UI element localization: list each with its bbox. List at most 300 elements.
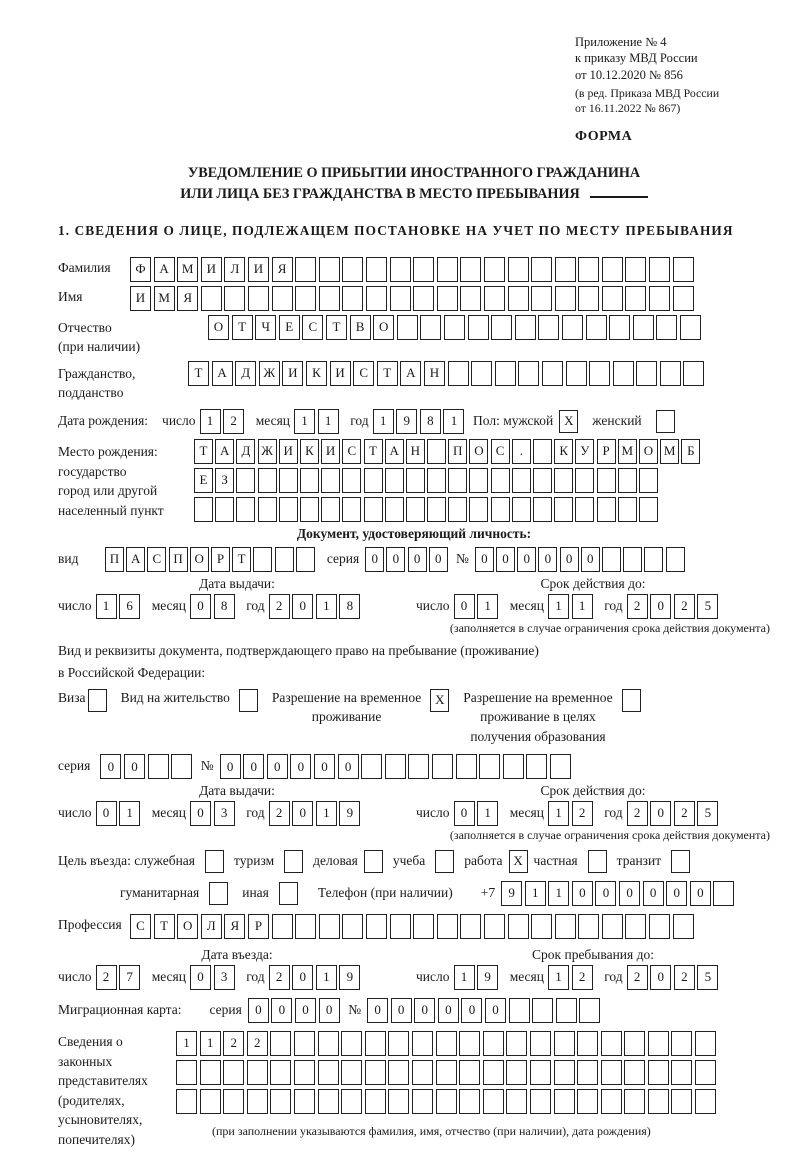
char-box[interactable] — [295, 286, 316, 311]
char-box[interactable]: 1 — [96, 594, 117, 619]
char-box[interactable] — [397, 315, 418, 340]
char-box[interactable]: Ж — [258, 439, 277, 464]
char-box[interactable]: 0 — [338, 754, 359, 779]
char-box[interactable] — [366, 286, 387, 311]
char-box[interactable] — [420, 315, 441, 340]
char-box[interactable] — [319, 914, 340, 939]
char-box[interactable]: 2 — [627, 594, 648, 619]
char-box[interactable]: Е — [194, 468, 213, 493]
char-box[interactable] — [448, 497, 467, 522]
char-box[interactable] — [471, 361, 492, 386]
char-box[interactable]: Т — [326, 315, 347, 340]
char-box[interactable] — [459, 1060, 480, 1085]
char-box[interactable]: О — [373, 315, 394, 340]
char-box[interactable] — [613, 361, 634, 386]
char-box[interactable] — [483, 1031, 504, 1056]
char-box[interactable]: Л — [201, 914, 222, 939]
char-box[interactable] — [566, 361, 587, 386]
char-box[interactable]: А — [215, 439, 234, 464]
char-box[interactable] — [432, 754, 453, 779]
char-box[interactable] — [275, 547, 294, 572]
char-box[interactable] — [270, 1089, 291, 1114]
char-box[interactable] — [460, 286, 481, 311]
char-box[interactable] — [625, 914, 646, 939]
char-box[interactable]: 1 — [373, 409, 394, 434]
char-box[interactable] — [625, 286, 646, 311]
char-box[interactable] — [361, 754, 382, 779]
char-box[interactable]: 1 — [443, 409, 464, 434]
char-box[interactable]: 9 — [339, 801, 360, 826]
char-box[interactable]: 0 — [295, 998, 316, 1023]
char-box[interactable] — [666, 547, 685, 572]
char-box[interactable]: И — [130, 286, 151, 311]
char-box[interactable]: 8 — [214, 594, 235, 619]
char-box[interactable] — [448, 361, 469, 386]
char-box[interactable]: 1 — [548, 881, 569, 906]
char-box[interactable] — [542, 361, 563, 386]
char-box[interactable]: 0 — [429, 547, 448, 572]
char-box[interactable] — [171, 754, 192, 779]
char-box[interactable] — [321, 497, 340, 522]
char-box[interactable]: 0 — [271, 998, 292, 1023]
char-box[interactable] — [294, 1089, 315, 1114]
char-box[interactable]: Т — [232, 547, 251, 572]
char-box[interactable] — [554, 1031, 575, 1056]
char-box[interactable]: 0 — [643, 881, 664, 906]
char-box[interactable]: 2 — [674, 965, 695, 990]
char-box[interactable]: 0 — [572, 881, 593, 906]
char-box[interactable] — [385, 754, 406, 779]
char-box[interactable]: 1 — [548, 801, 569, 826]
char-box[interactable] — [602, 286, 623, 311]
char-box[interactable] — [390, 914, 411, 939]
char-box[interactable]: 0 — [538, 547, 557, 572]
char-box[interactable]: 1 — [318, 409, 339, 434]
char-box[interactable] — [448, 468, 467, 493]
char-box[interactable] — [579, 998, 600, 1023]
char-box[interactable] — [296, 547, 315, 572]
char-box[interactable]: Я — [224, 914, 245, 939]
char-box[interactable] — [639, 497, 658, 522]
char-box[interactable]: М — [177, 257, 198, 282]
char-box[interactable] — [224, 286, 245, 311]
char-box[interactable] — [515, 315, 536, 340]
char-box[interactable]: 0 — [367, 998, 388, 1023]
char-box[interactable]: 8 — [339, 594, 360, 619]
char-box[interactable]: 0 — [650, 801, 671, 826]
char-box[interactable] — [586, 315, 607, 340]
char-box[interactable]: 1 — [548, 594, 569, 619]
char-box[interactable] — [673, 257, 694, 282]
char-box[interactable] — [531, 257, 552, 282]
char-box[interactable] — [436, 1031, 457, 1056]
char-box[interactable] — [318, 1060, 339, 1085]
char-box[interactable]: Р — [597, 439, 616, 464]
char-box[interactable]: 0 — [438, 998, 459, 1023]
char-box[interactable] — [201, 286, 222, 311]
char-box[interactable]: 2 — [674, 801, 695, 826]
char-box[interactable]: Д — [236, 439, 255, 464]
char-box[interactable] — [644, 547, 663, 572]
char-box[interactable] — [533, 497, 552, 522]
char-box[interactable] — [555, 914, 576, 939]
char-box[interactable] — [364, 497, 383, 522]
char-box[interactable]: 0 — [666, 881, 687, 906]
char-box[interactable] — [683, 361, 704, 386]
char-box[interactable]: 0 — [517, 547, 536, 572]
char-box[interactable] — [272, 286, 293, 311]
purpose-official-checkbox[interactable] — [205, 850, 224, 873]
char-box[interactable] — [388, 1060, 409, 1085]
char-box[interactable] — [577, 1089, 598, 1114]
char-box[interactable]: 0 — [248, 998, 269, 1023]
char-box[interactable]: И — [282, 361, 303, 386]
char-box[interactable]: С — [302, 315, 323, 340]
char-box[interactable]: 1 — [316, 801, 337, 826]
char-box[interactable] — [671, 1060, 692, 1085]
char-box[interactable]: 5 — [697, 594, 718, 619]
char-box[interactable]: 9 — [477, 965, 498, 990]
char-box[interactable] — [279, 468, 298, 493]
char-box[interactable]: К — [554, 439, 573, 464]
char-box[interactable]: А — [385, 439, 404, 464]
char-box[interactable]: С — [147, 547, 166, 572]
char-box[interactable] — [253, 547, 272, 572]
char-box[interactable]: 0 — [267, 754, 288, 779]
char-box[interactable]: 0 — [595, 881, 616, 906]
char-box[interactable]: М — [154, 286, 175, 311]
char-box[interactable] — [321, 468, 340, 493]
char-box[interactable] — [575, 497, 594, 522]
char-box[interactable]: Н — [406, 439, 425, 464]
char-box[interactable] — [223, 1089, 244, 1114]
char-box[interactable] — [258, 468, 277, 493]
char-box[interactable]: К — [300, 439, 319, 464]
visa-checkbox[interactable] — [88, 689, 107, 712]
char-box[interactable] — [609, 315, 630, 340]
char-box[interactable] — [412, 1089, 433, 1114]
char-box[interactable] — [555, 257, 576, 282]
char-box[interactable] — [385, 468, 404, 493]
char-box[interactable] — [342, 497, 361, 522]
char-box[interactable] — [577, 1031, 598, 1056]
char-box[interactable] — [508, 286, 529, 311]
char-box[interactable]: 0 — [485, 998, 506, 1023]
char-box[interactable] — [508, 257, 529, 282]
char-box[interactable]: С — [353, 361, 374, 386]
char-box[interactable] — [680, 315, 701, 340]
char-box[interactable]: Ж — [259, 361, 280, 386]
char-box[interactable] — [436, 1089, 457, 1114]
char-box[interactable] — [555, 286, 576, 311]
char-box[interactable]: Н — [424, 361, 445, 386]
char-box[interactable]: 8 — [420, 409, 441, 434]
char-box[interactable]: 0 — [650, 965, 671, 990]
char-box[interactable]: 5 — [697, 965, 718, 990]
char-box[interactable]: Т — [364, 439, 383, 464]
char-box[interactable]: З — [215, 468, 234, 493]
char-box[interactable] — [577, 1060, 598, 1085]
char-box[interactable] — [625, 257, 646, 282]
char-box[interactable]: 0 — [292, 801, 313, 826]
char-box[interactable]: 0 — [100, 754, 121, 779]
char-box[interactable] — [512, 497, 531, 522]
char-box[interactable] — [223, 1060, 244, 1085]
char-box[interactable] — [484, 286, 505, 311]
char-box[interactable]: 9 — [501, 881, 522, 906]
char-box[interactable] — [597, 468, 616, 493]
char-box[interactable] — [530, 1031, 551, 1056]
char-box[interactable]: 3 — [214, 801, 235, 826]
char-box[interactable]: Т — [377, 361, 398, 386]
char-box[interactable] — [364, 468, 383, 493]
char-box[interactable]: 0 — [190, 801, 211, 826]
char-box[interactable]: . — [512, 439, 531, 464]
char-box[interactable]: 0 — [386, 547, 405, 572]
char-box[interactable] — [713, 881, 734, 906]
char-box[interactable] — [601, 1031, 622, 1056]
char-box[interactable] — [365, 1089, 386, 1114]
char-box[interactable] — [484, 257, 505, 282]
char-box[interactable] — [531, 914, 552, 939]
char-box[interactable] — [236, 497, 255, 522]
char-box[interactable] — [660, 361, 681, 386]
char-box[interactable] — [533, 439, 552, 464]
char-box[interactable] — [342, 257, 363, 282]
char-box[interactable] — [531, 286, 552, 311]
char-box[interactable] — [318, 1031, 339, 1056]
purpose-private-checkbox[interactable] — [588, 850, 607, 873]
char-box[interactable] — [671, 1031, 692, 1056]
purpose-humanitarian-checkbox[interactable] — [209, 882, 228, 905]
char-box[interactable] — [526, 754, 547, 779]
char-box[interactable] — [215, 497, 234, 522]
char-box[interactable] — [270, 1060, 291, 1085]
char-box[interactable]: 0 — [292, 594, 313, 619]
char-box[interactable] — [648, 1089, 669, 1114]
char-box[interactable]: 0 — [365, 547, 384, 572]
char-box[interactable] — [437, 914, 458, 939]
char-box[interactable] — [491, 497, 510, 522]
char-box[interactable]: 2 — [247, 1031, 268, 1056]
char-box[interactable] — [295, 914, 316, 939]
char-box[interactable] — [673, 914, 694, 939]
char-box[interactable] — [556, 998, 577, 1023]
char-box[interactable] — [148, 754, 169, 779]
char-box[interactable]: 0 — [319, 998, 340, 1023]
char-box[interactable]: 0 — [243, 754, 264, 779]
char-box[interactable]: 0 — [290, 754, 311, 779]
char-box[interactable]: Р — [248, 914, 269, 939]
char-box[interactable] — [550, 754, 571, 779]
char-box[interactable]: А — [212, 361, 233, 386]
char-box[interactable] — [366, 257, 387, 282]
char-box[interactable]: А — [154, 257, 175, 282]
char-box[interactable]: 0 — [690, 881, 711, 906]
char-box[interactable] — [413, 286, 434, 311]
char-box[interactable]: 7 — [119, 965, 140, 990]
char-box[interactable] — [532, 998, 553, 1023]
char-box[interactable]: 0 — [581, 547, 600, 572]
char-box[interactable]: Ф — [130, 257, 151, 282]
char-box[interactable]: 0 — [475, 547, 494, 572]
char-box[interactable]: И — [279, 439, 298, 464]
char-box[interactable] — [491, 468, 510, 493]
char-box[interactable] — [469, 468, 488, 493]
char-box[interactable] — [503, 754, 524, 779]
char-box[interactable] — [648, 1031, 669, 1056]
char-box[interactable] — [300, 497, 319, 522]
char-box[interactable] — [597, 497, 616, 522]
char-box[interactable]: 1 — [200, 1031, 221, 1056]
char-box[interactable]: И — [330, 361, 351, 386]
char-box[interactable]: 1 — [454, 965, 475, 990]
char-box[interactable]: 3 — [214, 965, 235, 990]
temp-residence-permit-checkbox[interactable]: X — [430, 689, 449, 712]
char-box[interactable]: 2 — [269, 594, 290, 619]
char-box[interactable] — [300, 468, 319, 493]
char-box[interactable] — [436, 1060, 457, 1085]
char-box[interactable] — [533, 468, 552, 493]
char-box[interactable] — [601, 1060, 622, 1085]
char-box[interactable] — [236, 468, 255, 493]
char-box[interactable] — [554, 1089, 575, 1114]
char-box[interactable] — [437, 286, 458, 311]
edu-residence-permit-checkbox[interactable] — [622, 689, 641, 712]
char-box[interactable] — [248, 286, 269, 311]
char-box[interactable] — [427, 439, 446, 464]
char-box[interactable] — [506, 1031, 527, 1056]
char-box[interactable]: Р — [211, 547, 230, 572]
char-box[interactable]: 0 — [391, 998, 412, 1023]
char-box[interactable] — [406, 468, 425, 493]
char-box[interactable]: 0 — [619, 881, 640, 906]
char-box[interactable]: 5 — [697, 801, 718, 826]
char-box[interactable] — [437, 257, 458, 282]
char-box[interactable] — [695, 1089, 716, 1114]
char-box[interactable] — [460, 257, 481, 282]
char-box[interactable]: О — [190, 547, 209, 572]
char-box[interactable]: 0 — [408, 547, 427, 572]
char-box[interactable]: Е — [279, 315, 300, 340]
char-box[interactable]: 2 — [269, 965, 290, 990]
purpose-work-checkbox[interactable]: X — [509, 850, 528, 873]
char-box[interactable] — [589, 361, 610, 386]
char-box[interactable] — [200, 1060, 221, 1085]
char-box[interactable]: 2 — [627, 801, 648, 826]
char-box[interactable]: К — [306, 361, 327, 386]
char-box[interactable] — [673, 286, 694, 311]
char-box[interactable]: И — [321, 439, 340, 464]
char-box[interactable] — [562, 315, 583, 340]
char-box[interactable] — [671, 1089, 692, 1114]
char-box[interactable] — [176, 1089, 197, 1114]
char-box[interactable] — [508, 914, 529, 939]
char-box[interactable] — [624, 1060, 645, 1085]
char-box[interactable] — [390, 286, 411, 311]
char-box[interactable] — [506, 1060, 527, 1085]
char-box[interactable]: 1 — [477, 594, 498, 619]
char-box[interactable] — [444, 315, 465, 340]
char-box[interactable]: 1 — [572, 594, 593, 619]
char-box[interactable] — [484, 914, 505, 939]
char-box[interactable] — [554, 468, 573, 493]
char-box[interactable]: 9 — [396, 409, 417, 434]
char-box[interactable] — [578, 286, 599, 311]
char-box[interactable]: 0 — [190, 594, 211, 619]
char-box[interactable] — [427, 497, 446, 522]
char-box[interactable] — [530, 1089, 551, 1114]
char-box[interactable] — [459, 1089, 480, 1114]
male-checkbox[interactable]: X — [559, 410, 578, 433]
char-box[interactable]: М — [660, 439, 679, 464]
char-box[interactable]: М — [618, 439, 637, 464]
char-box[interactable] — [365, 1031, 386, 1056]
char-box[interactable] — [509, 998, 530, 1023]
char-box[interactable] — [491, 315, 512, 340]
char-box[interactable] — [618, 468, 637, 493]
char-box[interactable] — [341, 1031, 362, 1056]
char-box[interactable]: 0 — [454, 594, 475, 619]
char-box[interactable] — [388, 1031, 409, 1056]
char-box[interactable] — [342, 286, 363, 311]
char-box[interactable]: 0 — [314, 754, 335, 779]
char-box[interactable] — [247, 1089, 268, 1114]
char-box[interactable] — [695, 1060, 716, 1085]
char-box[interactable] — [506, 1089, 527, 1114]
char-box[interactable] — [578, 257, 599, 282]
char-box[interactable] — [460, 914, 481, 939]
char-box[interactable]: А — [126, 547, 145, 572]
char-box[interactable] — [518, 361, 539, 386]
purpose-transit-checkbox[interactable] — [671, 850, 690, 873]
char-box[interactable]: 1 — [548, 965, 569, 990]
char-box[interactable] — [618, 497, 637, 522]
char-box[interactable]: О — [177, 914, 198, 939]
char-box[interactable]: 1 — [316, 965, 337, 990]
char-box[interactable] — [554, 1060, 575, 1085]
char-box[interactable]: И — [201, 257, 222, 282]
char-box[interactable] — [413, 914, 434, 939]
char-box[interactable]: Т — [188, 361, 209, 386]
purpose-other-checkbox[interactable] — [279, 882, 298, 905]
char-box[interactable] — [456, 754, 477, 779]
char-box[interactable]: 6 — [119, 594, 140, 619]
char-box[interactable] — [194, 497, 213, 522]
char-box[interactable]: Т — [154, 914, 175, 939]
char-box[interactable]: 1 — [176, 1031, 197, 1056]
char-box[interactable] — [695, 1031, 716, 1056]
char-box[interactable]: 0 — [650, 594, 671, 619]
female-checkbox[interactable] — [656, 410, 675, 433]
char-box[interactable] — [366, 914, 387, 939]
char-box[interactable]: Т — [194, 439, 213, 464]
char-box[interactable]: 0 — [496, 547, 515, 572]
char-box[interactable] — [341, 1060, 362, 1085]
char-box[interactable] — [656, 315, 677, 340]
char-box[interactable]: Я — [177, 286, 198, 311]
char-box[interactable] — [388, 1089, 409, 1114]
char-box[interactable] — [408, 754, 429, 779]
char-box[interactable] — [602, 257, 623, 282]
char-box[interactable]: 0 — [560, 547, 579, 572]
char-box[interactable] — [512, 468, 531, 493]
char-box[interactable] — [341, 1089, 362, 1114]
char-box[interactable]: Б — [681, 439, 700, 464]
char-box[interactable] — [495, 361, 516, 386]
purpose-study-checkbox[interactable] — [435, 850, 454, 873]
char-box[interactable]: Л — [224, 257, 245, 282]
